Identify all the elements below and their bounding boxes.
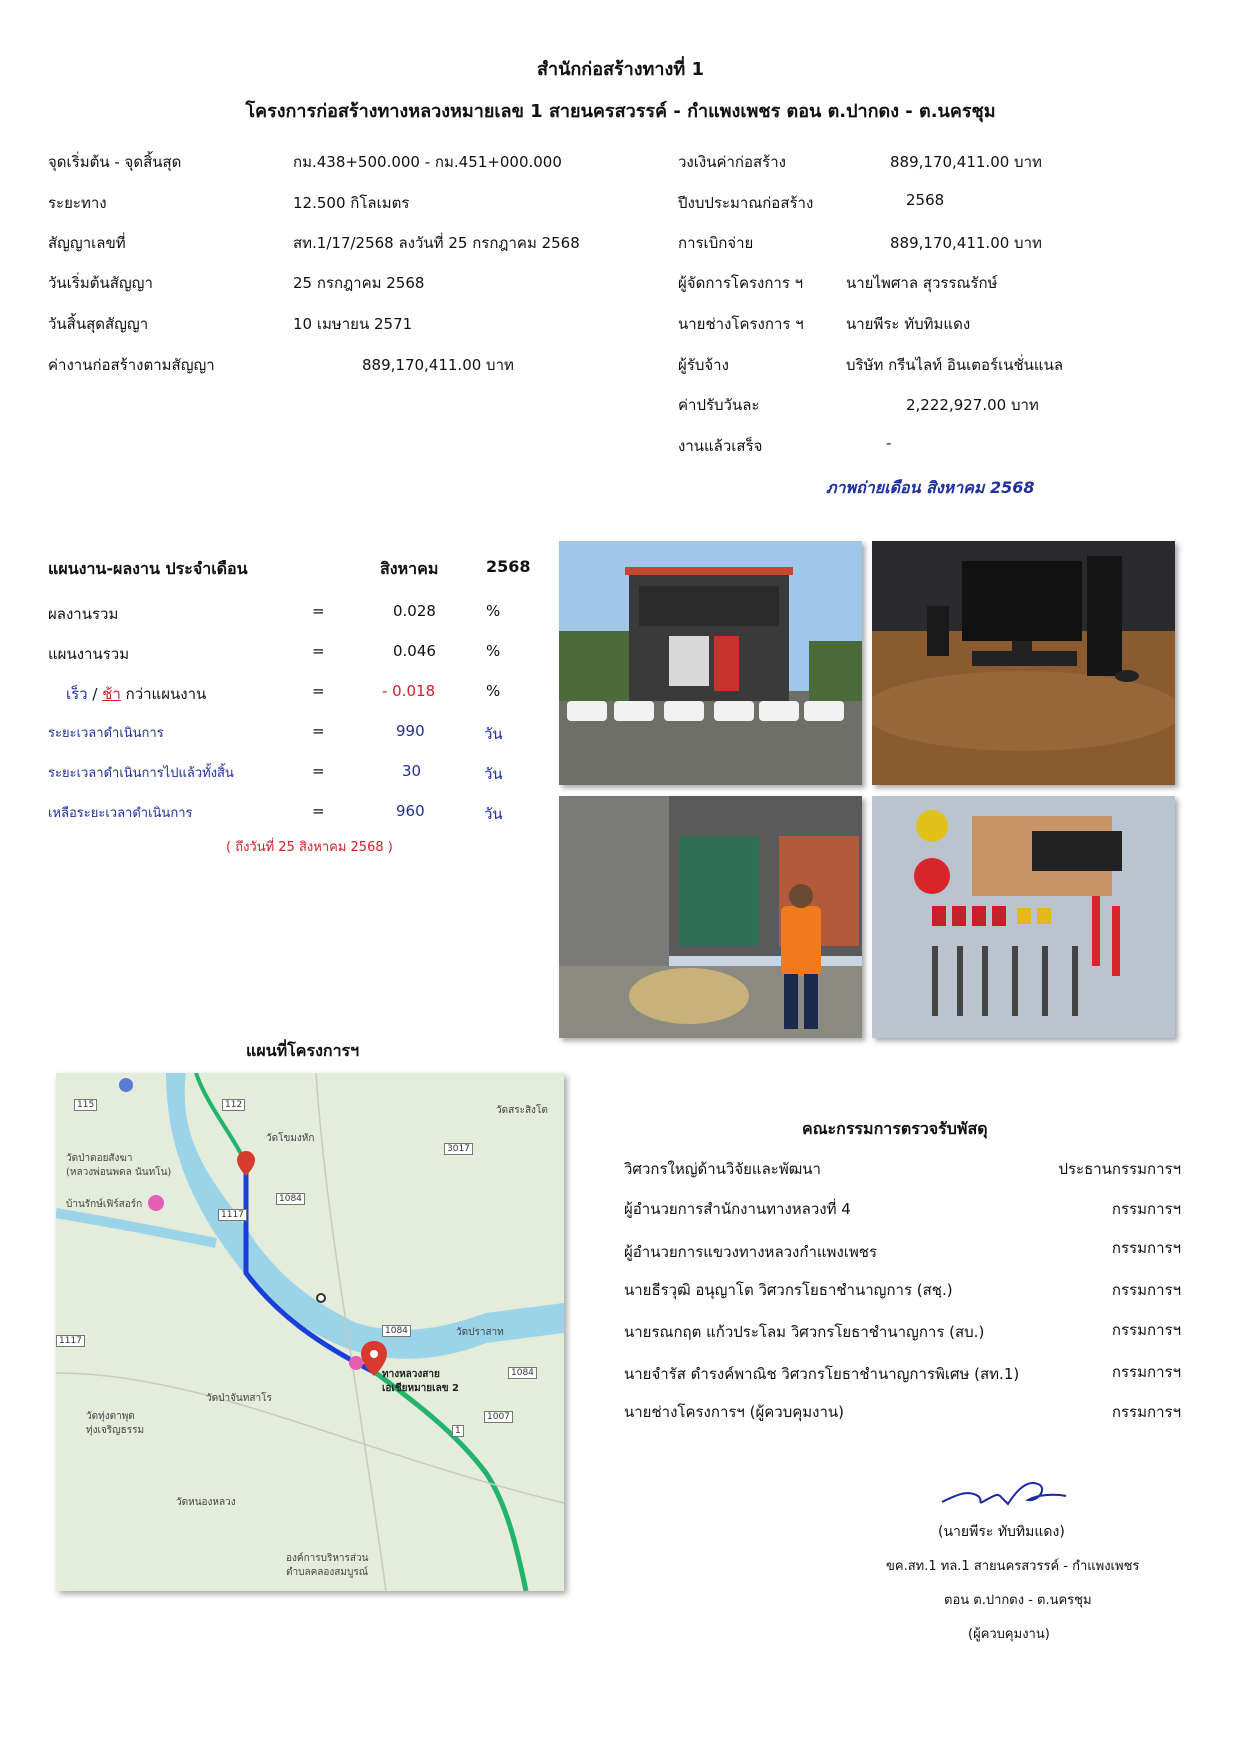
- committee-member: วิศวกรใหญ่ด้านวิจัยและพัฒนา: [624, 1160, 821, 1178]
- signer-section: ตอน ต.ปากดง - ต.นครชุม: [944, 1593, 1092, 1608]
- road-shield: 1: [452, 1425, 464, 1437]
- photo-office-building: [559, 541, 862, 785]
- signer-position: ขค.สท.1 ทล.1 สายนครสวรรค์ - กำแพงเพชร: [886, 1559, 1140, 1574]
- committee-member: ผู้อำนวยการสำนักงานทางหลวงที่ 4: [624, 1200, 851, 1218]
- info-label: สัญญาเลขที่: [48, 234, 126, 252]
- map-label: วัดทุ่งตาพุด: [86, 1411, 135, 1422]
- map-label: วัดโขมงหัก: [266, 1133, 315, 1144]
- committee-member: ผู้อำนวยการแขวงทางหลวงกำแพงเพชร: [624, 1243, 878, 1261]
- map-label: เอเชียหมายเลข 2: [382, 1383, 459, 1394]
- info-label: ปีงบประมาณก่อสร้าง: [678, 194, 814, 212]
- road-shield: 1117: [218, 1209, 247, 1221]
- info-label: ผู้จัดการโครงการ ฯ: [678, 274, 804, 292]
- map-label: บ้านรักษ์เฟิร์สอร์ก: [66, 1199, 143, 1210]
- equals-sign: =: [312, 642, 325, 660]
- progress-value: 960: [396, 802, 425, 820]
- info-value: บริษัท กรีนไลท์ อินเตอร์เนชั่นแนล: [846, 356, 1064, 374]
- committee-title: คณะกรรมการตรวจรับพัสดุ: [802, 1119, 988, 1138]
- progress-unit: วัน: [484, 765, 503, 783]
- equals-sign: =: [312, 802, 325, 820]
- info-label: ค่าปรับวันละ: [678, 396, 760, 414]
- map-label: วัดสระสิงโต: [496, 1105, 548, 1116]
- photo-caption: ภาพถ่ายเดือน สิงหาคม 2568: [826, 478, 1035, 497]
- committee-role: กรรมการฯ: [1111, 1321, 1181, 1339]
- progress-unit: %: [486, 682, 501, 700]
- map-label: ทุ่งเจริญธรรม: [86, 1425, 145, 1436]
- signer-role: (ผู้ควบคุมงาน): [968, 1627, 1050, 1642]
- progress-label: ผลงานรวม: [48, 605, 119, 623]
- info-value: 2,222,927.00 บาท: [906, 396, 1039, 414]
- slash: /: [92, 685, 98, 703]
- map-label: ทางหลวงสาย: [382, 1369, 440, 1380]
- project-title: โครงการก่อสร้างทางหลวงหมายเลข 1 สายนครสวรรค์ - กำแพงเพชร ตอน ต.ปากดง - ต.นครชุม: [245, 101, 996, 122]
- road-shield: 1084: [508, 1367, 537, 1379]
- slow-word: ช้า: [102, 685, 121, 703]
- progress-label: แผนงานรวม: [48, 645, 130, 663]
- info-label: วันเริ่มต้นสัญญา: [48, 274, 153, 292]
- info-label: วันสิ้นสุดสัญญา: [48, 315, 149, 333]
- progress-label: กว่าแผนงาน: [125, 685, 207, 703]
- info-value: 889,170,411.00 บาท: [890, 234, 1042, 252]
- map-label: วัดหนองหลวง: [176, 1497, 236, 1508]
- committee-role: กรรมการฯ: [1111, 1239, 1181, 1257]
- signer-name: (นายพีระ ทับทิมแดง): [938, 1524, 1065, 1540]
- photo-survey-tools: [872, 796, 1175, 1038]
- committee-role: กรรมการฯ: [1111, 1281, 1181, 1299]
- fast-word: เร็ว: [66, 685, 88, 703]
- committee-member: นายจำรัส ดำรงค์พาณิช วิศวกรโยธาชำนาญการพิเศษ (สท.1): [624, 1365, 1020, 1383]
- progress-label: เหลือระยะเวลาดำเนินการ: [48, 806, 193, 821]
- progress-unit: วัน: [484, 805, 503, 823]
- committee-role: ประธานกรรมการฯ: [1058, 1160, 1181, 1178]
- office-title: สำนักก่อสร้างทางที่ 1: [537, 59, 704, 80]
- progress-unit: %: [486, 602, 501, 620]
- progress-unit: วัน: [484, 725, 503, 743]
- info-label: ผู้รับจ้าง: [678, 356, 729, 374]
- info-label: ค่างานก่อสร้างตามสัญญา: [48, 356, 215, 374]
- progress-value: 0.028: [393, 602, 436, 620]
- committee-member: นายช่างโครงการฯ (ผู้ควบคุมงาน): [624, 1403, 845, 1421]
- info-value: กม.438+500.000 - กม.451+000.000: [293, 153, 562, 171]
- info-value: 10 เมษายน 2571: [293, 315, 413, 333]
- progress-value: - 0.018: [382, 682, 436, 700]
- progress-month: สิงหาคม: [380, 559, 439, 578]
- info-label: งานแล้วเสร็จ: [678, 437, 763, 455]
- equals-sign: =: [312, 682, 325, 700]
- info-value: -: [886, 434, 892, 452]
- info-value: 2568: [906, 191, 945, 209]
- info-value: นายพีระ ทับทิมแดง: [846, 315, 971, 333]
- equals-sign: =: [312, 602, 325, 620]
- progress-year: 2568: [486, 557, 531, 576]
- map-title: แผนที่โครงการฯ: [246, 1041, 360, 1060]
- committee-member: นายธีรวุฒิ อนุญาโต วิศวกรโยธาชำนาญการ (สชฺ.): [624, 1281, 953, 1299]
- road-shield: 1117: [56, 1335, 85, 1347]
- info-value: 12.500 กิโลเมตร: [293, 194, 410, 212]
- photo-site-measurement: [559, 796, 862, 1038]
- as-of-date: ( ถึงวันที่ 25 สิงหาคม 2568 ): [226, 840, 393, 855]
- info-value: นายไพศาล สุวรรณรักษ์: [846, 274, 998, 292]
- signature-image: [938, 1470, 1070, 1516]
- progress-heading: แผนงาน-ผลงาน ประจำเดือน: [48, 559, 248, 578]
- info-label: ระยะทาง: [48, 194, 107, 212]
- equals-sign: =: [312, 722, 325, 740]
- map-label: องค์การบริหารส่วน: [286, 1553, 369, 1564]
- photo-computer-desk: [872, 541, 1175, 785]
- committee-role: กรรมการฯ: [1111, 1363, 1181, 1381]
- progress-unit: %: [486, 642, 501, 660]
- road-shield: 1007: [484, 1411, 513, 1423]
- map-label: วัดป่าดอยสังฆา: [66, 1153, 133, 1164]
- map-label: ตำบลคลองสมบูรณ์: [286, 1567, 368, 1578]
- info-label: การเบิกจ่าย: [678, 234, 754, 252]
- road-shield: 112: [222, 1099, 245, 1111]
- info-value: 889,170,411.00 บาท: [362, 356, 514, 374]
- map-label: วัดป่าจันทสาโร: [206, 1393, 272, 1404]
- info-label: นายช่างโครงการ ฯ: [678, 315, 804, 333]
- fast-slow-label: [66, 682, 206, 706]
- progress-value: 30: [402, 762, 422, 780]
- committee-member: นายรณกฤต แก้วประโลม วิศวกรโยธาชำนาญการ (สบ.): [624, 1323, 985, 1341]
- info-label: จุดเริ่มต้น - จุดสิ้นสุด: [48, 153, 182, 171]
- info-value: 889,170,411.00 บาท: [890, 153, 1042, 171]
- info-value: 25 กรกฎาคม 2568: [293, 274, 425, 292]
- progress-value: 990: [396, 722, 425, 740]
- equals-sign: =: [312, 762, 325, 780]
- map-label: (หลวงพ่อนพดล นันทโน): [66, 1167, 172, 1178]
- committee-role: กรรมการฯ: [1111, 1403, 1181, 1421]
- road-shield: 1084: [276, 1193, 305, 1205]
- info-value: สท.1/17/2568 ลงวันที่ 25 กรกฎาคม 2568: [293, 234, 580, 252]
- road-shield: 1084: [382, 1325, 411, 1337]
- road-shield: 3017: [444, 1143, 473, 1155]
- progress-label: ระยะเวลาดำเนินการไปแล้วทั้งสิ้น: [48, 766, 234, 781]
- progress-value: 0.046: [393, 642, 436, 660]
- road-shield: 115: [74, 1099, 97, 1111]
- progress-label: ระยะเวลาดำเนินการ: [48, 726, 164, 741]
- info-label: วงเงินค่าก่อสร้าง: [678, 153, 786, 171]
- committee-role: กรรมการฯ: [1111, 1200, 1181, 1218]
- map-label: วัดปราสาท: [456, 1327, 504, 1338]
- project-map[interactable]: [56, 1073, 564, 1591]
